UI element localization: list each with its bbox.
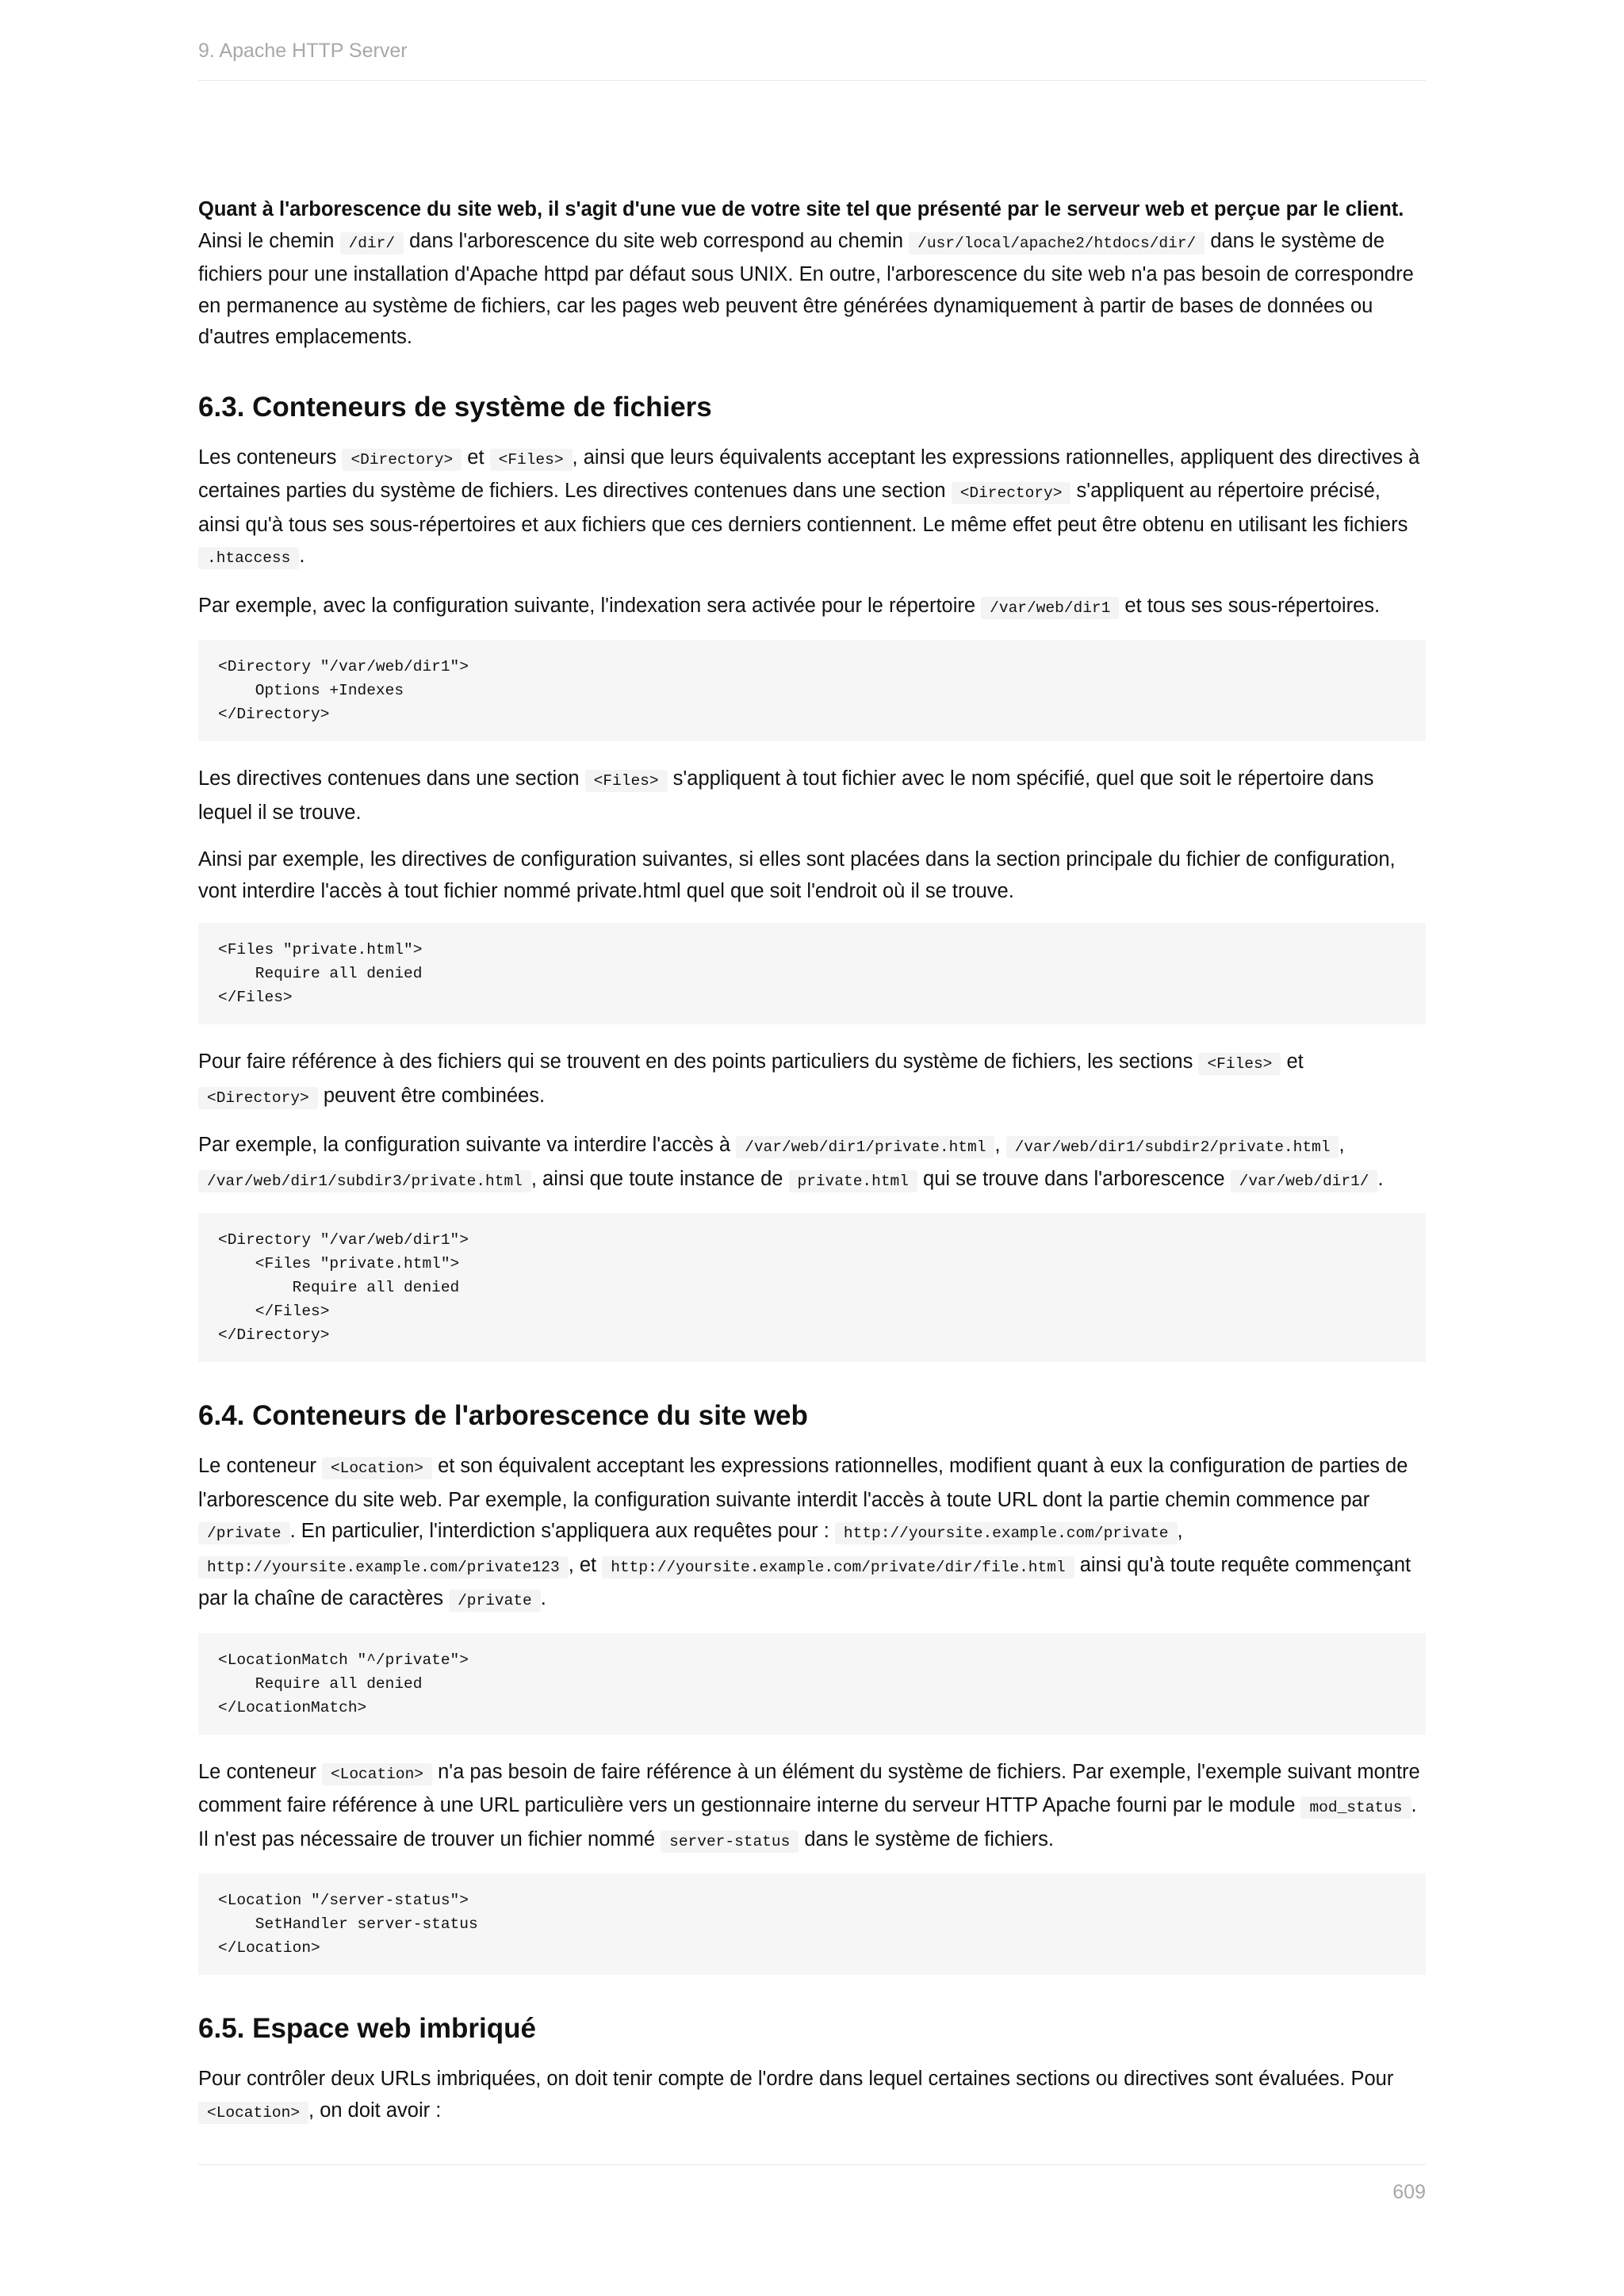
inline-code: .htaccess: [198, 547, 299, 569]
inline-code: <Files>: [585, 770, 668, 792]
code-block: <Directory "/var/web/dir1"> <Files "private.html"> Require all denied </Files> </Directory>: [198, 1213, 1426, 1362]
inline-code: /var/web/dir1/private.html: [736, 1136, 994, 1158]
inline-code: http://yoursite.example.com/private123: [198, 1556, 569, 1578]
inline-code: <Location>: [322, 1457, 432, 1479]
inline-code: /var/web/dir1: [981, 597, 1119, 619]
paragraph: Ainsi par exemple, les directives de configuration suivantes, si elles sont placées dans la section principale du fichier de configuration, vont interdire l'accès à tout fichier nommé private.html quel que soit l'endroit où il se trouve.: [198, 848, 1396, 902]
code-block: <Location "/server-status"> SetHandler server-status </Location>: [198, 1873, 1426, 1975]
chapter-title: 9. Apache HTTP Server: [198, 40, 408, 62]
code-block: <Files "private.html"> Require all denied </Files>: [198, 923, 1426, 1024]
inline-code: <Directory>: [198, 1087, 318, 1109]
code-block: <LocationMatch "^/private"> Require all denied </LocationMatch>: [198, 1633, 1426, 1735]
paragraph: Par exemple, la configuration suivante va interdire l'accès à /var/web/dir1/private.html , /var/web/dir1/subdir2/private.html , /var/web/dir1/subdir3/private.html , ainsi que toute instance de private.html qui se trouve dans l'arborescence /var/web/dir1/ .: [198, 1130, 1426, 1197]
inline-code: /var/web/dir1/: [1231, 1170, 1378, 1192]
inline-code: /var/web/dir1/subdir2/private.html: [1006, 1136, 1339, 1158]
inline-code: /dir/: [340, 232, 404, 254]
inline-code: /usr/local/apache2/htdocs/dir/: [909, 232, 1205, 254]
inline-code: /private: [449, 1590, 541, 1612]
page-content: [198, 194, 1426, 2145]
section-heading-6-4: 6.4. Conteneurs de l'arborescence du site web: [198, 1400, 808, 1431]
page-footer: [198, 2164, 1426, 2204]
paragraph: Le conteneur <Location> n'a pas besoin de faire référence à un élément du système de fichiers. Par exemple, l'exemple suivant montre comment faire référence à une URL particulière vers un gestionnaire interne du serveur HTTP Apache fourni par le module mod_status . Il n'est pas nécessaire de trouver un fichier nommé server-status dans le système de fichiers.: [198, 1757, 1426, 1858]
inline-code: <Location>: [198, 2102, 308, 2124]
paragraph: Les directives contenues dans une section <Files> s'appliquent à tout fichier avec le nom spécifié, quel que soit le répertoire dans lequel il se trouve.: [198, 767, 1374, 824]
inline-code: http://yoursite.example.com/private: [835, 1522, 1178, 1544]
inline-code: <Location>: [322, 1763, 432, 1785]
inline-code: <Directory>: [952, 482, 1071, 504]
inline-code: mod_status: [1300, 1797, 1411, 1819]
inline-code: <Files>: [490, 449, 573, 471]
section-heading-6-3: 6.3. Conteneurs de système de fichiers: [198, 391, 712, 423]
inline-code: <Directory>: [342, 449, 462, 471]
paragraph: Pour contrôler deux URLs imbriquées, on doit tenir compte de l'ordre dans lequel certaines sections ou directives sont évaluées. Pour <Location> , on doit avoir :: [198, 2064, 1426, 2129]
intro-paragraph: Quant à l'arborescence du site web, il s'agit d'une vue de votre site tel que présenté par le serveur web et perçue par le client. Ainsi le chemin /dir/ dans l'arborescence du site web correspond au chemin /usr/local/apache2/htdocs/dir/ dans le système de fichiers pour une installation d'Apache httpd par défaut sous UNIX. En outre, l'arborescence du site web n'a pas besoin de correspondre en permanence au système de fichiers, car les pages web peuvent être générées dynamiquement à partir de bases de données ou d'autres emplacements.: [198, 198, 1414, 348]
paragraph: Les conteneurs <Directory> et <Files> , ainsi que leurs équivalents acceptant les expressions rationnelles, appliquent des directives à certaines parties du système de fichiers. Les directives contenues dans une section <Directory> s'appliquent au répertoire précisé, ainsi qu'à tous ses sous-répertoires et aux fichiers que ces derniers contiennent. Le même effet peut être obtenu en utilisant les fichiers .htaccess .: [198, 442, 1426, 575]
inline-code: /var/web/dir1/subdir3/private.html: [198, 1170, 531, 1192]
inline-code: /private: [198, 1522, 290, 1544]
inline-code: private.html: [789, 1170, 917, 1192]
paragraph: Par exemple, avec la configuration suivante, l'indexation sera activée pour le répertoire /var/web/dir1 et tous ses sous-répertoires.: [198, 591, 1426, 625]
inline-code: http://yoursite.example.com/private/dir/file.html: [602, 1556, 1074, 1578]
bold-lead: Quant à l'arborescence du site web, il s'agit d'une vue de votre site tel que présenté par le serveur web et perçue par le client.: [198, 198, 1404, 220]
paragraph: Le conteneur <Location> et son équivalent acceptant les expressions rationnelles, modifient quant à eux la configuration de parties de l'arborescence du site web. Par exemple, la configuration suivante interdit l'accès à toute URL dont la partie chemin commence par /private . En particulier, l'interdiction s'appliquera aux requêtes pour : http://yoursite.example.com/private , http://yoursite.example.com/private123 , et http://yoursite.example.com/private/dir/file.html ainsi qu'à toute requête commençant par la chaîne de caractères /private .: [198, 1451, 1426, 1617]
page-number: 609: [1392, 2181, 1426, 2203]
section-heading-6-5: 6.5. Espace web imbriqué: [198, 2013, 536, 2044]
inline-code: server-status: [661, 1831, 799, 1853]
code-block: <Directory "/var/web/dir1"> Options +Indexes </Directory>: [198, 640, 1426, 741]
running-header: [198, 35, 1426, 81]
paragraph: Pour faire référence à des fichiers qui se trouvent en des points particuliers du système de fichiers, les sections <Files> et <Directory> peuvent être combinées.: [198, 1047, 1426, 1114]
inline-code: <Files>: [1198, 1053, 1281, 1075]
